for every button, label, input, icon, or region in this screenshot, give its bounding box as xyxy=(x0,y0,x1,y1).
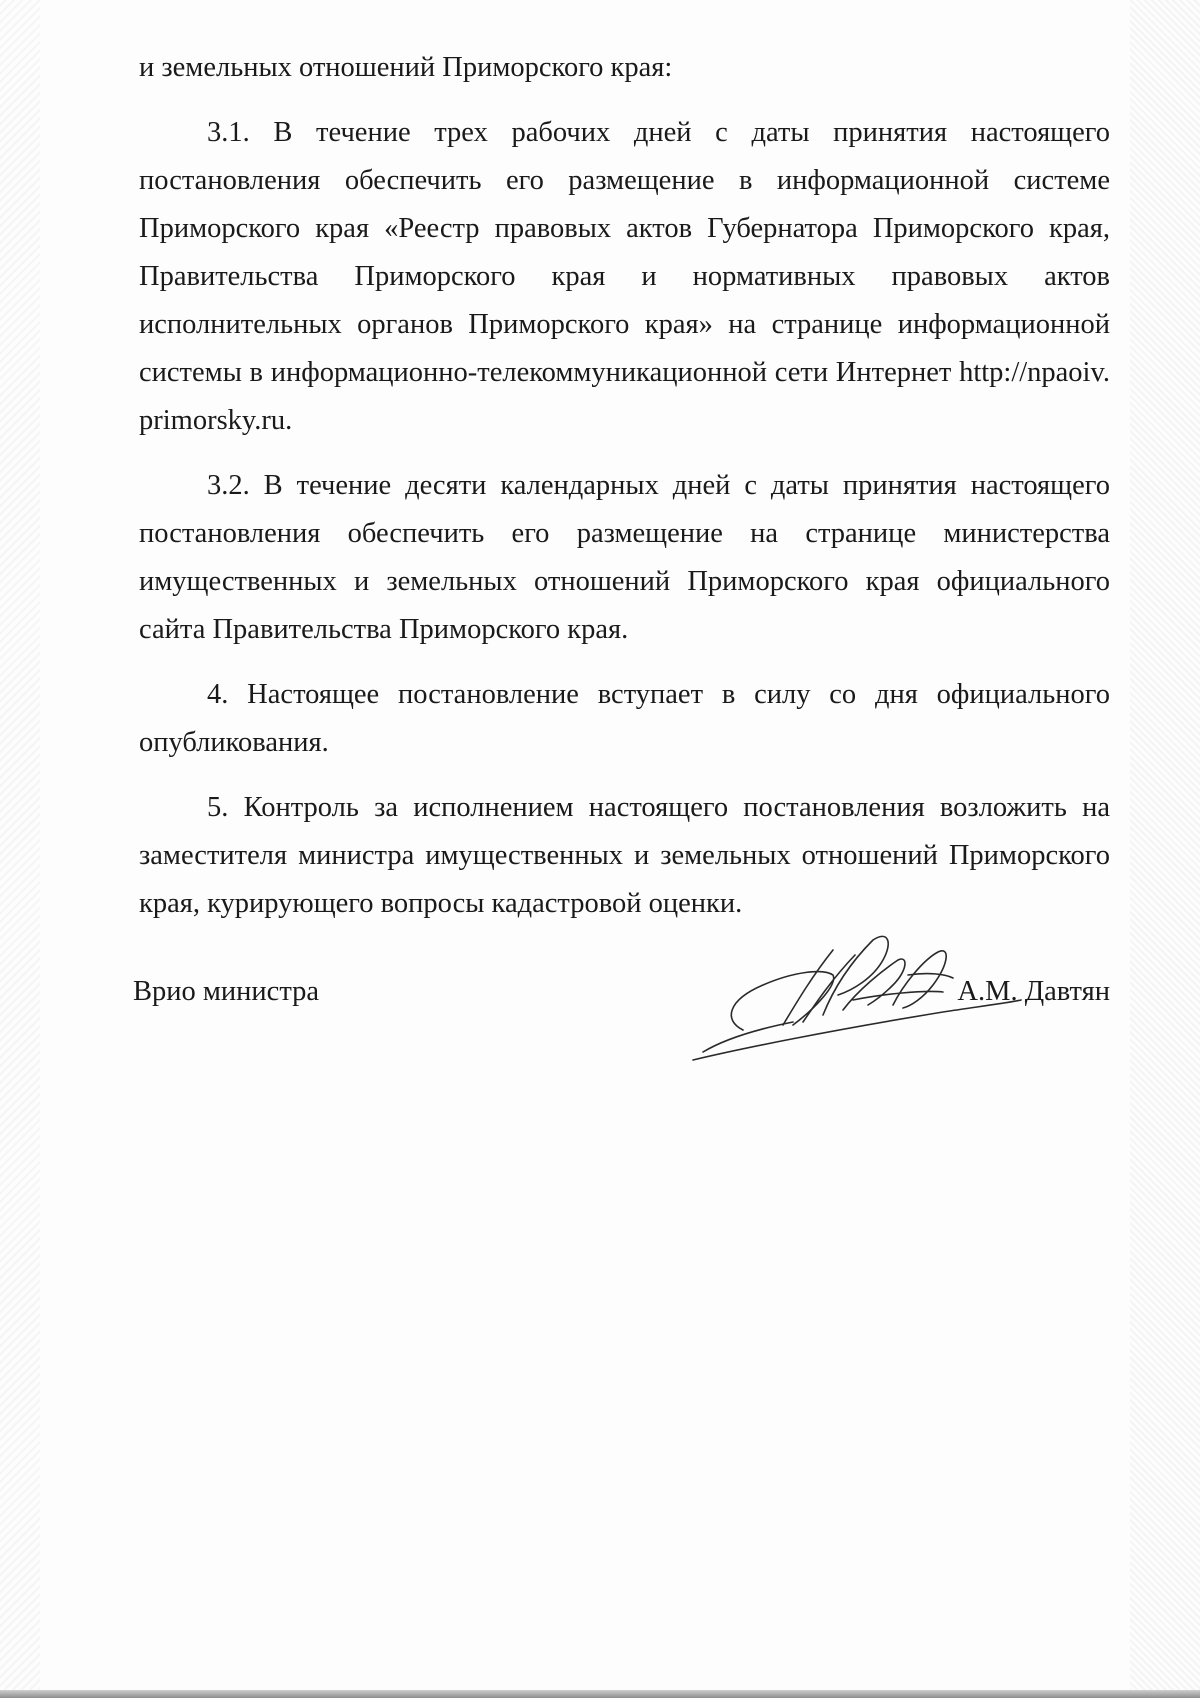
continuation-line: и земельных отношений Приморского края: xyxy=(139,52,673,83)
paragraph-3-1-text: 3.1. В течение трех рабочих дней с даты принятия настоящего постановления обеспечить его размещение в информационной системе Приморского края «Реестр правовых актов Губернатора Приморского края, Правительства Приморского края и нормативных правовых актов исполнительных органов Приморского края» на странице информационной системы в информационно-телекоммуникационной сети Интернет xyxy=(139,117,1110,388)
registry-url: http://npaoiv.primorsky.ru. xyxy=(139,357,1110,436)
paragraph-3-2: 3.2. В течение десяти календарных дней с даты принятия настоящего постановления обеспечить его размещение на странице министерства имущественных и земельных отношений Приморского края официального сайта Правительства Приморского края. xyxy=(139,470,1110,645)
signatory-name: А.М. Давтян xyxy=(957,976,1110,1007)
paragraph-5: 5. Контроль за исполнением настоящего постановления возложить на заместителя министра имущественных и земельных отношений Приморского края, курирующего вопросы кадастровой оценки. xyxy=(139,792,1110,919)
scan-edge-bottom xyxy=(0,1690,1200,1698)
document-body xyxy=(139,44,1110,928)
paragraph-3-1 xyxy=(139,109,1110,445)
paragraph-4: 4. Настоящее постановление вступает в силу со дня официального опубликования. xyxy=(139,679,1110,758)
scan-edge-right xyxy=(1130,0,1200,1698)
signatory-role: Врио министра xyxy=(133,976,320,1007)
scan-edge-left xyxy=(0,0,40,1698)
signature-block xyxy=(133,960,1110,1080)
